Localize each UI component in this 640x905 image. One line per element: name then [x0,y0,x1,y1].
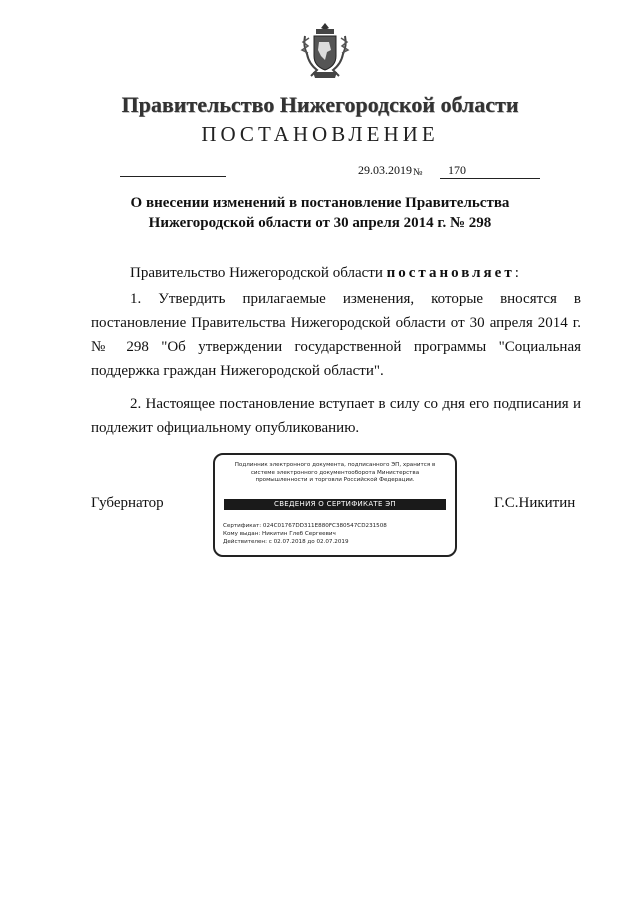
signatory-role: Губернатор [91,495,164,511]
number-sign: № [413,167,423,178]
item-1-paragraph: 1. Утвердить прилагаемые изменения, которые вносятся в постановление Правительства Нижегородской области от 30 апреля 2014 г. № 298 "Об утверждении государственной программы "Социальная поддержка граждан Нижегородской области". [91,291,581,379]
intro-paragraph [130,261,519,285]
intro-verb: постановляет [386,265,515,281]
signatory-name: Г.С.Никитин [494,495,576,511]
heading-line-2: Нижегородской области от 30 апреля 2014 г. № 298 [148,215,492,231]
stamp-issued-to: Кому выдан: Никитин Глеб Сергеевич [223,531,336,538]
intro-prefix: Правительство Нижегородской области [130,265,387,281]
stamp-certificate-bar: СВЕДЕНИЯ О СЕРТИФИКАТЕ ЭП [224,499,446,510]
electronic-signature-stamp [213,453,457,557]
coat-of-arms-icon [299,20,351,82]
stamp-certificate-id: Сертификат: 024C01767DD311E880FC380547CD231508 [223,523,387,529]
document-date: 29.03.2019 [358,163,412,177]
document-type: ПОСТАНОВЛЕНИЕ [201,122,439,146]
heading-line-1: О внесении изменений в постановление Правительства [130,195,510,211]
stamp-certificate-info [223,522,387,547]
blank-date-line [120,176,226,177]
government-title: Правительство Нижегородской области [121,92,519,117]
intro-suffix: : [514,265,519,281]
stamp-validity: Действителен: с 02.07.2018 до 02.07.2019 [223,539,349,546]
document-heading [100,193,540,233]
document-number: 170 [440,163,540,179]
item-2-paragraph: 2. Настоящее постановление вступает в силу со дня его подписания и подлежит официальному опубликованию. [91,396,581,436]
stamp-notice: Подлинник электронного документа, подписанного ЭП, хранится в системе электронного документооборота Министерства промышленности и торговли Российской Федерации. [234,462,436,483]
